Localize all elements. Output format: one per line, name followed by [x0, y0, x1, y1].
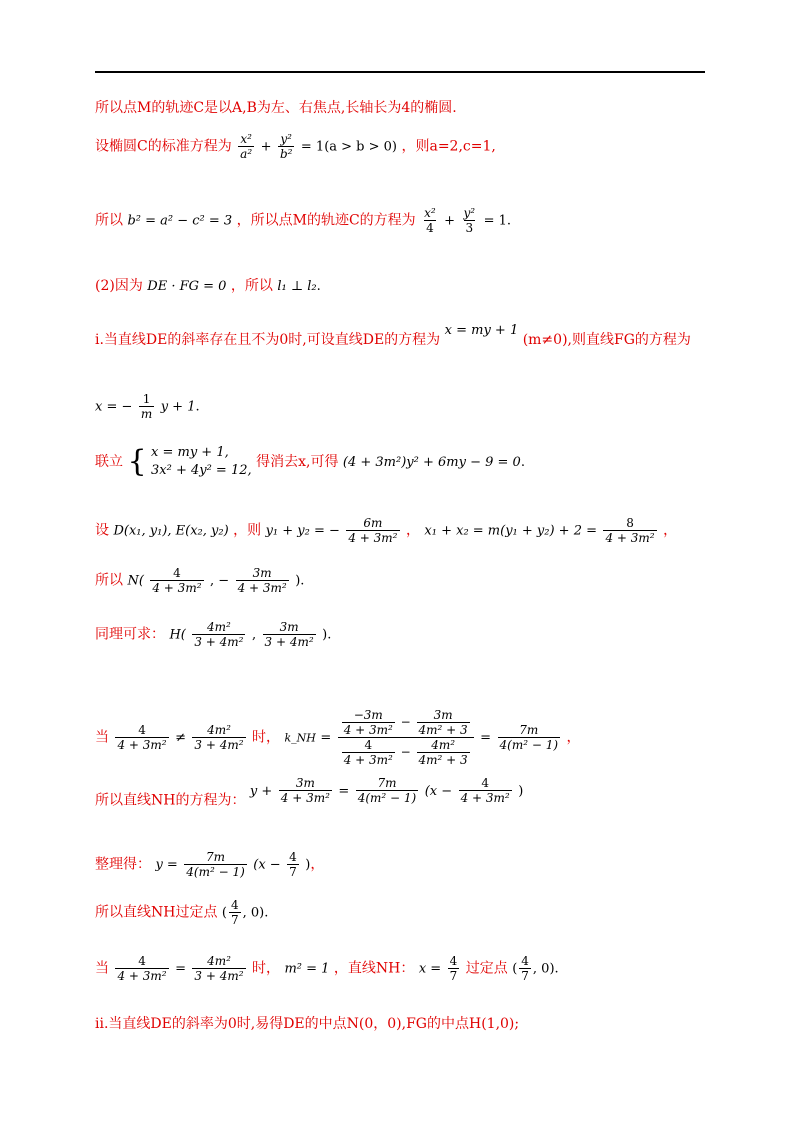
slope-result: $\frac{7m}{\text{4(m² − 1)}}$ — [499, 723, 559, 752]
text-line-15-prefix: 当 — [95, 960, 109, 977]
frac-y2-3: $\frac{\text{y²}}{3}$ — [463, 206, 476, 235]
perpendicular-equation: l₁ ⊥ l₂ — [277, 279, 317, 294]
text-line-8-mid: ，则 — [233, 522, 262, 539]
equation-system: x = my + 1, 3x² + 4y² = 12, — [151, 445, 252, 478]
text-line-10: 同理可求： H( $\frac{\text{4m²}}{\text{3 + 4m²}}$ , $\frac{3m}{\text{3 + 4m²}}$ ). — [95, 620, 332, 649]
text-line-4-prefix: (2)因为 — [95, 278, 143, 294]
frac-13-b: $\frac{4}{7}$ — [289, 850, 297, 879]
text-line-3: 所以 b² = a² − c² = 3 ，所以点M的轨迹C的方程为 $\frac{\text{x²}}{4}$ + $\frac{\text{y²}}{3}$ = 1. — [95, 206, 512, 235]
frac-n-y: $\frac{3m}{\text{4 + 3m²}}$ — [237, 566, 287, 595]
frac-h-x: $\frac{\text{4m²}}{\text{3 + 4m²}}$ — [194, 620, 244, 649]
frac-15-a: $\frac{4}{\text{4 + 3m²}}$ — [117, 954, 167, 983]
text-line-5 — [95, 323, 691, 351]
b-squared-equation: b² = a² − c² = 3 — [127, 213, 233, 229]
text-line-7-prefix: 联立 — [95, 454, 123, 470]
quadratic-equation: (4 + 3m²)y² + 6my − 9 = 0 — [342, 455, 521, 470]
ellipse-equation-tail: = 1(a > b > 0) — [300, 139, 398, 155]
frac-1-m: $\frac{1}{m}$ — [140, 392, 153, 421]
text-line-8-prefix: 设 — [95, 522, 109, 539]
text-line-2: 设椭圆C的标准方程为 $\frac{\text{x²}}{\text{a²}}$ + $\frac{\text{y²}}{\text{b²}}$ = 1(a > b > 0) ，则a=2,c=1, — [95, 132, 496, 161]
text-line-15-mid: 时， — [252, 960, 281, 977]
frac-12-a: $\frac{3m}{\text{4 + 3m²}}$ — [280, 776, 330, 805]
point-n-open: N( — [127, 573, 144, 589]
sum-y-equation: y₁ + y₂ = − — [265, 523, 340, 539]
header-rule — [95, 71, 705, 73]
text-line-2-suffix: ，则a=2,c=1, — [401, 138, 496, 155]
line-de-equation: x = my + 1 — [444, 323, 519, 338]
text-line-3-mid: ，所以点M的轨迹C的方程为 — [236, 212, 416, 229]
text-line-4-mid: ，所以 — [230, 278, 273, 294]
text-line-9-prefix: 所以 — [95, 572, 123, 589]
text-line-11-prefix: 当 — [95, 729, 109, 746]
vertical-line-eq: x = — [418, 961, 442, 977]
text-line-7: 联立 { x = my + 1, 3x² + 4y² = 12, 得消去x,可得 (4 + 3m²)y² + 6my − 9 = 0. — [95, 444, 525, 479]
frac-15-b: $\frac{\text{4m²}}{\text{3 + 4m²}}$ — [194, 954, 244, 983]
line-nh-pre: y + — [249, 783, 273, 799]
slope-k-nh: k_NH — [284, 731, 316, 745]
frac-8: $\frac{8}{\text{4 + 3m²}}$ — [605, 516, 655, 545]
line-fg-eq-post: y + 1 — [160, 399, 196, 415]
frac-h-y: $\frac{3m}{\text{3 + 4m²}}$ — [264, 620, 314, 649]
line-fg-eq-pre: x = − — [95, 399, 133, 415]
text-line-7-mid: 得消去x,可得 — [256, 454, 339, 470]
text-line-9: 所以 N( $\frac{4}{\text{4 + 3m²}}$ , − $\frac{3m}{\text{4 + 3m²}}$ ). — [95, 566, 305, 595]
text-line-14-prefix: 所以直线NH过定点 — [95, 904, 218, 921]
text-line-8: 设 D(x₁, y₁), E(x₂, y₂) ，则 y₁ + y₂ = − $\frac{6m}{\text{4 + 3m²}}$ ， x₁ + x₂ = m(y₁ + y₂) + 2 = $\frac{8}{\text{4 + 3m²}}$ ， — [95, 516, 678, 545]
frac-11-b: $\frac{\text{4m²}}{\text{3 + 4m²}}$ — [194, 723, 244, 752]
point-h-open: H( — [169, 627, 186, 643]
frac-12-b: $\frac{7m}{\text{4(m² − 1)}}$ — [357, 776, 417, 805]
dot-product-equation: DE · FG = 0 — [147, 279, 227, 294]
points-de: D(x₁, y₁), E(x₂, y₂) — [113, 523, 229, 539]
slope-big-fraction: $\frac{-3m}{\text{4 + 3m²}}$ − $\frac{3m}{\text{4m² + 3}}$ $\frac{4}{\text{4 + 3m²}}$ − $\frac{\text{4m²}}{\text{4m² + 3}}$ — [338, 708, 474, 767]
text-line-5-suffix: (m≠0),则直线FG的方程为 — [522, 332, 691, 348]
frac-12-c: $\frac{4}{\text{4 + 3m²}}$ — [460, 776, 510, 805]
text-line-11: 当 $\frac{4}{\text{4 + 3m²}}$ ≠ $\frac{\text{4m²}}{\text{3 + 4m²}}$ 时， k_NH = $\frac{-3m}{\text{4 + 3m²}}$ − $\frac{3m}{\text{4m² + 3}}$ $\frac{4}{\text{4 + 3m²}}$ − $\frac{\text{4m²}}{\text{4m² + 3}}$ = $\frac{7m}{\text{4(m² − 1)}}$ ， — [95, 708, 581, 767]
ellipse-result-tail: = 1 — [483, 213, 507, 229]
text-line-12-prefix: 所以直线NH的方程为： — [95, 792, 246, 809]
text-line-1: 所以点M的轨迹C是以A,B为左、右焦点,长轴长为4的椭圆. — [95, 100, 457, 116]
frac-11-a: $\frac{4}{\text{4 + 3m²}}$ — [117, 723, 167, 752]
line-nh-simplified-pre: y = — [155, 857, 178, 873]
text-line-16: ii.当直线DE的斜率为0时,易得DE的中点N(0，0),FG的中点H(1,0); — [95, 1016, 520, 1032]
text-line-5-prefix: i.当直线DE的斜率存在且不为0时,可设直线DE的方程为 — [95, 332, 441, 348]
fixed-point-tail: , 0). — [242, 905, 269, 921]
frac-15-c: $\frac{4}{7}$ — [449, 954, 458, 983]
text-line-2-prefix: 设椭圆C的标准方程为 — [95, 138, 232, 155]
text-line-12: 所以直线NH的方程为： y + $\frac{3m}{\text{4 + 3m²}}$ = $\frac{7m}{\text{4(m² − 1)}}$ (x − $\frac{4}{\text{4 + 3m²}}$ ) — [95, 776, 524, 809]
frac-x2-a2: $\frac{\text{x²}}{\text{a²}}$ — [240, 132, 253, 161]
text-line-4: (2)因为 DE · FG = 0 ，所以 l₁ ⊥ l₂. — [95, 278, 321, 294]
text-line-15-mid2: ，直线NH： — [333, 960, 415, 977]
text-line-14: 所以直线NH过定点 ( $\frac{4}{7}$ , 0). — [95, 898, 269, 927]
frac-x2-4: $\frac{\text{x²}}{4}$ — [424, 206, 436, 235]
frac-y2-b2: $\frac{\text{y²}}{\text{b²}}$ — [279, 132, 293, 161]
frac-15-d: $\frac{4}{7}$ — [521, 954, 529, 983]
text-line-13-prefix: 整理得： — [95, 856, 151, 873]
text-line-13: 整理得： y = $\frac{7m}{\text{4(m² − 1)}}$ (x − $\frac{4}{7}$ )， — [95, 850, 325, 879]
text-line-10-prefix: 同理可求： — [95, 626, 165, 643]
text-line-11-mid: 时， — [252, 729, 281, 746]
text-line-15-mid3: 过定点 — [465, 960, 508, 977]
text-line-15: 当 $\frac{4}{\text{4 + 3m²}}$ = $\frac{\text{4m²}}{\text{3 + 4m²}}$ 时， m² = 1 ，直线NH： x = $\frac{4}{7}$ 过定点 ( $\frac{4}{7}$ , 0). — [95, 954, 559, 983]
frac-14: $\frac{4}{7}$ — [231, 898, 239, 927]
m-squared-equation: m² = 1 — [284, 961, 330, 977]
not-equal-sign: ≠ — [175, 730, 186, 746]
line-nh-simplified-mid: (x − — [253, 857, 281, 873]
text-line-3-prefix: 所以 — [95, 212, 123, 229]
text-line-6: x = − $\frac{1}{m}$ y + 1. — [95, 392, 200, 421]
frac-13-a: $\frac{7m}{\text{4(m² − 1)}}$ — [186, 850, 245, 879]
sum-x-equation: x₁ + x₂ = m(y₁ + y₂) + 2 = — [424, 523, 597, 539]
frac-n-x: $\frac{4}{\text{4 + 3m²}}$ — [152, 566, 202, 595]
frac-6m: $\frac{6m}{\text{4 + 3m²}}$ — [348, 516, 398, 545]
